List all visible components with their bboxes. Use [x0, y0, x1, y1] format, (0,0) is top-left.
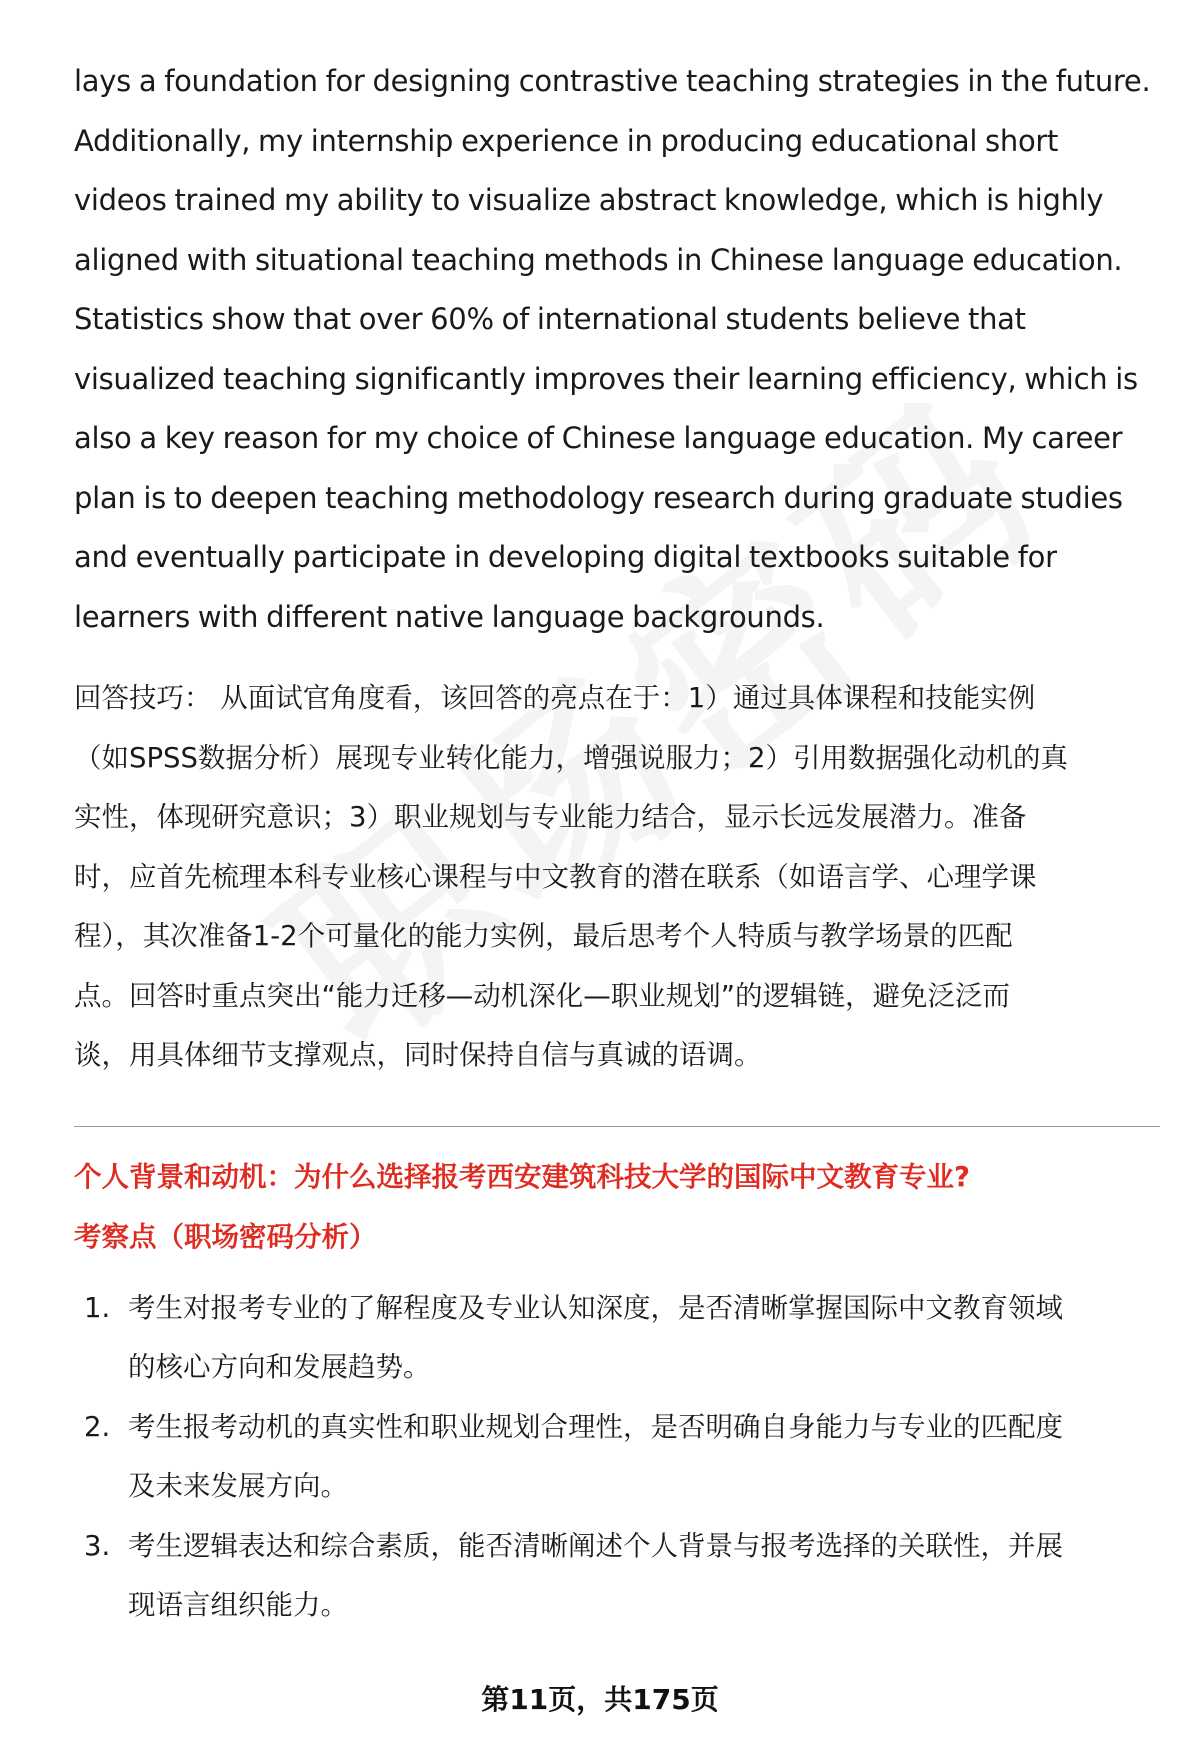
section-divider [74, 1126, 1160, 1127]
tips-line: 点。回答时重点突出“能力迁移—动机深化—职业规划”的逻辑链，避免泛泛而 [74, 979, 1010, 1012]
list-number: 2. [84, 1410, 111, 1443]
tips-line: 谈，用具体细节支撑观点，同时保持自信与真诚的语调。 [74, 1039, 762, 1071]
answer-line: Additionally, my internship experience in producing educational short [74, 123, 1059, 158]
list-item-line: 考生逻辑表达和综合素质，能否清晰阐述个人背景与报考选择的关联性，并展 [128, 1529, 1063, 1562]
tips-line: 程），其次准备1-2个可量化的能力实例，最后思考个人特质与教学场景的匹配 [74, 920, 1013, 952]
list-number: 1. [84, 1291, 111, 1324]
answer-line: also a key reason for my choice of Chinese language education. My career [74, 421, 1123, 455]
page-content [74, 52, 1160, 1636]
tips-line: （如SPSS数据分析）展现专业转化能力，增强说服力；2）引用数据强化动机的真 [74, 741, 1068, 774]
answer-line: aligned with situational teaching methods in Chinese language education. [74, 242, 1123, 277]
list-item-line: 现语言组织能力。 [128, 1589, 348, 1621]
assessment-points-list [74, 1279, 1160, 1636]
tips-line: 实性，体现研究意识；3）职业规划与专业能力结合，显示长远发展潜力。准备 [74, 801, 1027, 833]
question-heading: 个人背景和动机：为什么选择报考西安建筑科技大学的国际中文教育专业? [74, 1160, 970, 1193]
list-item [74, 1517, 1160, 1636]
list-item-line: 的核心方向和发展趋势。 [128, 1351, 431, 1383]
tips-line: 回答技巧： 从面试官角度看，该回答的亮点在于：1）通过具体课程和技能实例 [74, 682, 1036, 714]
answer-line: videos trained my ability to visualize abstract knowledge, which is highly [74, 183, 1104, 217]
list-item [74, 1279, 1160, 1398]
answer-line: visualized teaching significantly improves their learning efficiency, which is [74, 361, 1138, 396]
list-item [74, 1398, 1160, 1517]
list-item-line: 及未来发展方向。 [128, 1470, 348, 1502]
list-item-line: 考生报考动机的真实性和职业规划合理性，是否明确自身能力与专业的匹配度 [128, 1410, 1063, 1443]
list-item-line: 考生对报考专业的了解程度及专业认知深度，是否清晰掌握国际中文教育领域 [128, 1291, 1063, 1324]
answer-line: and eventually participate in developing digital textbooks suitable for [74, 540, 1057, 574]
points-heading: 考察点（职场密码分析） [74, 1220, 377, 1253]
list-number: 3. [84, 1529, 111, 1562]
answer-line: lays a foundation for designing contrastive teaching strategies in the future. [74, 64, 1151, 98]
page-number-footer: 第11页，共175页 [481, 1683, 719, 1716]
answer-line: learners with different native language backgrounds. [74, 599, 825, 634]
answer-tips [74, 669, 1160, 1086]
answer-line: plan is to deepen teaching methodology research during graduate studies [74, 480, 1123, 515]
tips-line: 时，应首先梳理本科专业核心课程与中文教育的潜在联系（如语言学、心理学课 [74, 860, 1037, 893]
answer-paragraph [74, 52, 1160, 647]
answer-line: Statistics show that over 60% of international students believe that [74, 302, 1026, 336]
